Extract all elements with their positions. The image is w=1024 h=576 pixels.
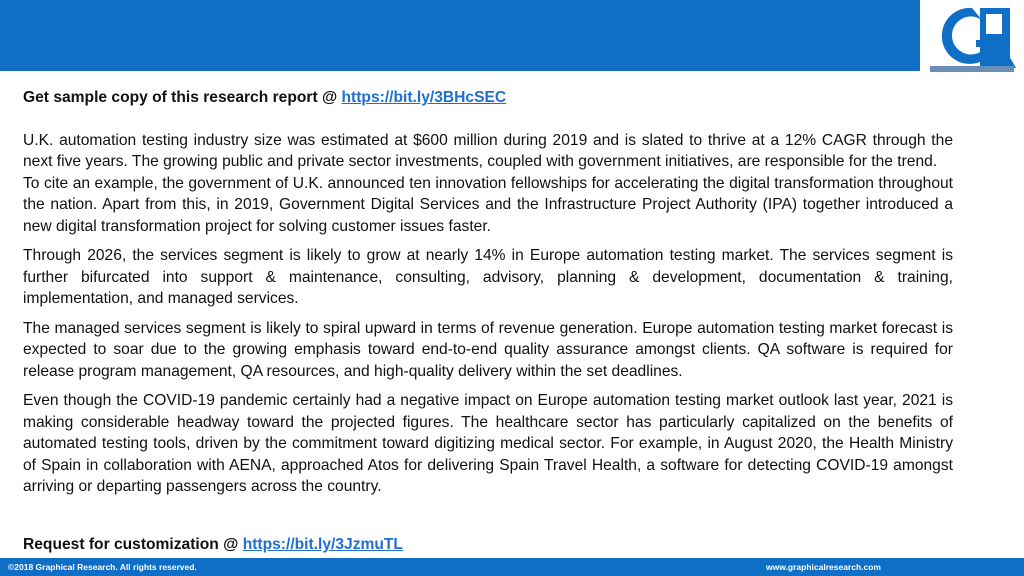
- paragraph-2: To cite an example, the government of U.K. announced ten innovation fellowships for accelerating the digital transformation throughout the nation. Apart from this, in 2019, Government Digital Services and the Infrastructure Project Authority (IPA) together introduced a new digital transformation project for solving customer issues faster.: [23, 174, 953, 235]
- sample-copy-label: Get sample copy of this research report @: [23, 89, 342, 106]
- customization-link[interactable]: https://bit.ly/3JzmuTL: [242, 536, 403, 553]
- header-bar: [0, 0, 1024, 71]
- paragraph-4: The managed services segment is likely to spiral upward in terms of revenue generation. Europe automation testing market forecast is expected to soar due to the growing emphasis toward end-to-end quality assurance amongst clients. QA software is required for release program management, QA resources, and high-quality delivery within the set deadlines.: [23, 319, 953, 380]
- graphical-research-logo-icon: [920, 0, 1024, 75]
- customization-label: Request for customization @: [23, 536, 243, 553]
- report-body: [23, 87, 953, 498]
- paragraph-3: Through 2026, the services segment is likely to grow at nearly 14% in Europe automation testing market. The services segment is further bifurcated into support & maintenance, consulting, advisory, planning & development, documentation & training, implementation, and managed services.: [23, 247, 953, 307]
- customization-line: [23, 536, 403, 554]
- sample-copy-link[interactable]: https://bit.ly/3BHcSEC: [341, 89, 507, 106]
- paragraph-5: Even though the COVID-19 pandemic certainly had a negative impact on Europe automation testing market outlook last year, 2021 is making considerable headway toward the projected figures. The healthcare sector has particularly capitalized on the benefits of automated testing tools, driven by the commitment toward digitizing medical sector. For example, in August 2020, the Health Ministry of Spain in collaboration with AENA, approached Atos for delivering Spain Travel Health, a software for detecting COVID-19 amongst arriving or departing passengers across the country.: [23, 392, 953, 495]
- footer-bar: [0, 558, 1024, 576]
- sample-copy-line: [23, 87, 953, 109]
- website-text: www.graphicalresearch.com: [766, 562, 881, 572]
- paragraph-1: U.K. automation testing industry size was estimated at $600 million during 2019 and is slated to thrive at a 12% CAGR through the next five years. The growing public and private sector investments, coupled with government initiatives, are responsible for the trend.: [23, 131, 953, 170]
- copyright-text: ©2018 Graphical Research. All rights reserved.: [8, 562, 197, 572]
